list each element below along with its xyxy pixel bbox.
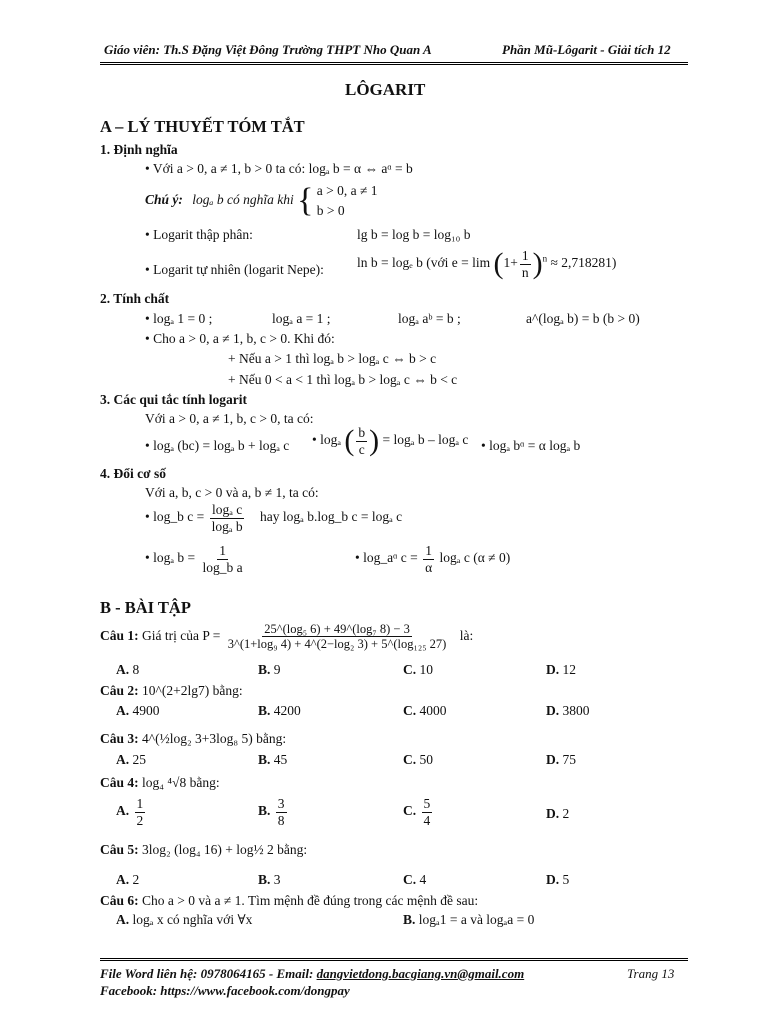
page-number: Trang 13 — [627, 966, 675, 981]
rule-2a: • logₐ — [312, 432, 342, 448]
question-2: Câu 2: 10^(2+2lg7) bằng: — [100, 683, 243, 698]
q4-answer-a[interactable]: A. $\frac{1}{2}$ — [116, 796, 144, 828]
change-base-3b: logₐ c (α ≠ 0) — [439, 550, 511, 566]
property-4: a^(logₐ b) = b (b > 0) — [526, 311, 640, 326]
change-base-1-num: logₐ c — [211, 502, 243, 517]
question-4-text: log₄ ⁴√8 bằng: — [142, 775, 220, 790]
question-5: Câu 5: 3log₂ (log₄ 16) + log½ 2 bằng: — [100, 842, 308, 857]
properties-heading: 2. Tính chất — [100, 291, 170, 306]
q2-answer-c[interactable]: C. 4000 — [403, 703, 447, 718]
question-6: Câu 6: Cho a > 0 và a ≠ 1. Tìm mệnh đề đúng trong các mệnh đề sau: — [100, 893, 479, 908]
definition-note — [145, 181, 378, 221]
footer-prefix: File Word liên hệ: 0978064165 - Email: — [100, 966, 317, 981]
q4-answer-b[interactable]: B. $\frac{3}{8}$ — [258, 796, 285, 828]
q3-answer-a[interactable]: A. 25 — [116, 752, 146, 767]
q1-answer-c[interactable]: C. 10 — [403, 662, 433, 677]
property-1: • logₐ 1 = 0 ; — [145, 311, 213, 326]
header-left: Giáo viên: Th.S Đặng Việt Đông Trường THPT Nho Quan A — [104, 42, 432, 57]
section-b-heading: B - BÀI TẬP — [100, 598, 191, 617]
question-4: Câu 4: log₄ ⁴√8 bằng: — [100, 775, 220, 790]
change-base-2-den: log_b a — [202, 559, 243, 575]
property-7: + Nếu 0 < a < 1 thì logₐ b > logₐ c ⇔ b < c — [228, 372, 458, 387]
definition-line: • Với a > 0, a ≠ 1, b > 0 ta có: logₐ b = α ⇔ aᵅ = b — [145, 161, 413, 176]
change-base-3a: • log_aᵅ c = — [355, 550, 418, 566]
question-1-num: 25^(log₅ 6) + 49^(log₇ 8) − 3 — [264, 622, 410, 636]
q4-answer-c[interactable]: C. $\frac{5}{4}$ — [403, 796, 431, 828]
question-6-text: Cho a > 0 và a ≠ 1. Tìm mệnh đề đúng trong các mệnh đề sau: — [142, 893, 479, 908]
footer-email-link[interactable]: dangvietdong.bacgiang.vn@gmail.com — [316, 966, 525, 981]
question-3: Câu 3: 4^(½log₂ 3+3log₈ 5) bằng: — [100, 731, 287, 746]
page-title: LÔGARIT — [345, 80, 426, 99]
change-base-1 — [145, 502, 402, 534]
condition-2: b > 0 — [316, 203, 345, 218]
change-base-1-den: logₐ b — [211, 518, 243, 534]
rule-2b: = logₐ b – logₐ c — [382, 432, 469, 448]
rule-3: • logₐ bᵅ = α logₐ b — [481, 438, 581, 453]
natural-log-formula-b: ≈ 2,718281) — [550, 255, 617, 271]
q5-answer-b[interactable]: B. 3 — [258, 872, 281, 887]
decimal-log-label: • Logarit thập phân: — [145, 227, 253, 242]
q2-answer-b[interactable]: B. 4200 — [258, 703, 301, 718]
section-a-heading: A – LÝ THUYẾT TÓM TẮT — [100, 117, 305, 136]
change-base-intro: Với a, b, c > 0 và a, b ≠ 1, ta có: — [145, 485, 319, 500]
rules-intro: Với a > 0, a ≠ 1, b, c > 0, ta có: — [145, 411, 314, 426]
note-label: Chú ý: — [145, 192, 183, 208]
question-1-text: Giá trị của P = — [142, 627, 221, 643]
question-1-den: 3^(1+log₉ 4) + 4^(2−log₂ 3) + 5^(log₁₂₅ 27) — [227, 637, 447, 652]
question-1-tail: là: — [459, 627, 474, 643]
q5-answer-c[interactable]: C. 4 — [403, 872, 427, 887]
header-right: Phần Mũ-Lôgarit - Giải tích 12 — [502, 42, 671, 57]
change-base-2-num: 1 — [219, 543, 226, 558]
question-2-text: 10^(2+2lg7) bằng: — [142, 683, 243, 698]
footer-facebook[interactable]: Facebook: https://www.facebook.com/dongpay — [100, 983, 350, 998]
condition-1: a > 0, a ≠ 1 — [316, 183, 378, 198]
decimal-log-formula: lg b = log b = log₁₀ b — [357, 227, 471, 242]
change-base-2a: • logₐ b = — [145, 550, 196, 566]
change-base-3-den: α — [425, 559, 433, 575]
natural-log-label: • Logarit tự nhiên (logarit Nepe): — [145, 262, 324, 277]
rule-1: • logₐ (bc) = logₐ b + logₐ c — [145, 438, 290, 453]
q5-answer-a[interactable]: A. 2 — [116, 872, 140, 887]
question-3-text: 4^(½log₂ 3+3log₈ 5) bằng: — [142, 731, 287, 746]
change-base-1b: hay logₐ b.log_b c = logₐ c — [260, 509, 403, 525]
rules-heading: 3. Các qui tắc tính logarit — [100, 392, 247, 407]
q1-answer-a[interactable]: A. 8 — [116, 662, 140, 677]
q3-answer-c[interactable]: C. 50 — [403, 752, 433, 767]
change-base-1a: • log_b c = — [145, 509, 205, 525]
change-base-2 — [145, 543, 247, 575]
change-base-heading: 4. Đổi cơ số — [100, 466, 166, 481]
definition-heading: 1. Định nghĩa — [100, 142, 178, 157]
note-text: logₐ b có nghĩa khi — [192, 192, 294, 208]
footer-rule — [100, 958, 688, 961]
rule-2: • logₐ ( $\frac{b}{c}$ ) = logₐ b – logₐ c — [312, 424, 469, 458]
q1-answer-b[interactable]: B. 9 — [258, 662, 281, 677]
question-5-text: 3log₂ (log₄ 16) + log½ 2 bằng: — [142, 842, 308, 857]
q3-answer-b[interactable]: B. 45 — [258, 752, 288, 767]
property-2: logₐ a = 1 ; — [272, 311, 331, 326]
q2-answer-a[interactable]: A. 4900 — [116, 703, 160, 718]
question-1 — [100, 622, 473, 652]
property-5: • Cho a > 0, a ≠ 1, b, c > 0. Khi đó: — [145, 331, 335, 346]
q5-answer-d[interactable]: D. 5 — [546, 872, 570, 887]
footer-contact — [100, 966, 524, 982]
property-6: + Nếu a > 1 thì logₐ b > logₐ c ⇔ b > c — [228, 351, 437, 366]
change-base-3 — [355, 543, 510, 575]
question-1-label: Câu 1: — [100, 627, 139, 643]
q2-answer-d[interactable]: D. 3800 — [546, 703, 590, 718]
brace-glyph: { — [297, 182, 314, 219]
q1-answer-d[interactable]: D. 12 — [546, 662, 576, 677]
q4-answer-d[interactable]: D. 2 — [546, 806, 570, 821]
change-base-3-num: 1 — [425, 543, 432, 558]
q6-answer-a[interactable]: A. logₐ x có nghĩa với ∀x — [116, 912, 253, 927]
natural-log-formula: ln b = logₑ b (với e = lim (1+ $\frac{1}{n}$ )$^n$ ≈ 2,718281) — [357, 247, 617, 281]
natural-log-formula-a: ln b = logₑ b (với e = lim — [357, 255, 491, 271]
property-3: logₐ aᵇ = b ; — [398, 311, 461, 326]
q6-answer-b[interactable]: B. logₐ1 = a và logₐa = 0 — [403, 912, 535, 927]
condition-system — [317, 181, 378, 221]
header-rule — [100, 62, 688, 65]
q3-answer-d[interactable]: D. 75 — [546, 752, 576, 767]
